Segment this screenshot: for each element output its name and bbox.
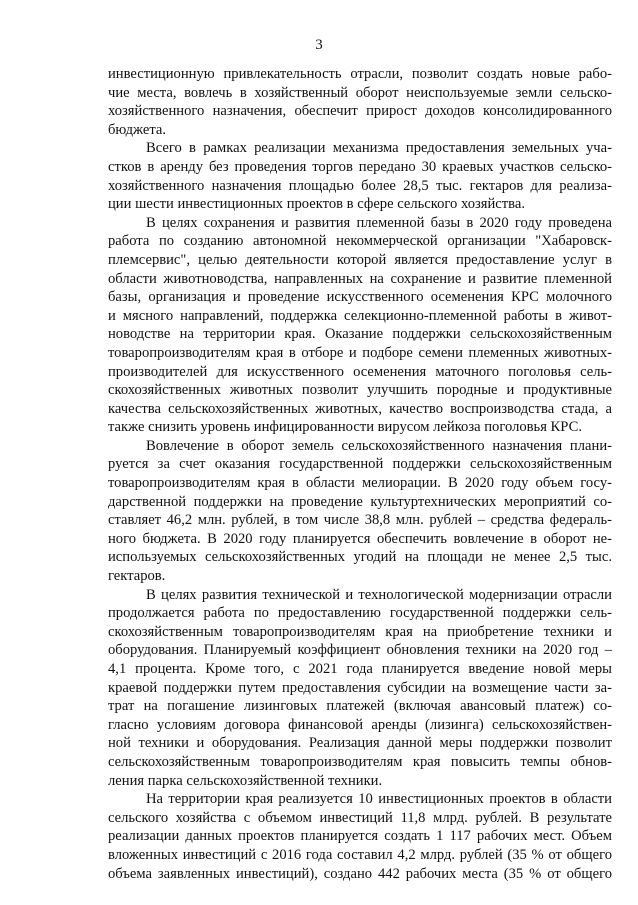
- paragraph: [108, 586, 612, 791]
- text-line: оборудования. Планируемый коэффициент обновления техники на 2020 год –: [108, 642, 612, 659]
- text-line: работа по созданию автономной некоммерческой организации "Хабаровск-: [108, 233, 612, 250]
- text-line: используемых сельскохозяйственных угодий на площади не менее 2,5 тыс.: [108, 549, 612, 566]
- text-line: чие места, вовлечь в хозяйственный оборот неиспользуемые земли сельско-: [108, 84, 612, 101]
- text-line: ции шести инвестиционных проектов в сфере сельского хозяйства.: [108, 196, 525, 213]
- text-line: гектаров.: [108, 568, 166, 585]
- text-line: Вовлечение в оборот земель сельскохозяйственного назначения плани-: [146, 437, 612, 454]
- text-line: вложенных инвестиций с 2016 года составил 4,2 млрд. рублей (35 % от общего: [108, 846, 612, 863]
- text-line: бюджета.: [108, 121, 167, 138]
- text-line: инвестиционную привлекательность отрасли, позволит создать новые рабо-: [108, 66, 612, 82]
- text-line: ного бюджета. В 2020 году планируется обеспечить вовлечение в оборот не-: [108, 530, 612, 547]
- text-line: ления парка сельскохозяйственной техники.: [108, 772, 383, 789]
- text-line: трат на погашение лизинговых платежей (включая авансовый платеж) со-: [108, 698, 612, 715]
- text-line: ставляет 46,2 млн. рублей, в том числе 38,8 млн. рублей – средства федераль-: [108, 512, 612, 529]
- text-line: производителей для искусственного осеменения маточного поголовья сель-: [108, 363, 612, 380]
- text-line: качества сельскохозяйственных животных, качество воспроизводства стада, а: [108, 400, 612, 417]
- text-line: хозяйственного назначения, обеспечит прирост доходов консолидированного: [108, 103, 612, 120]
- text-line: сельского хозяйства с объемом инвестиций 11,8 млрд. рублей. В результате: [108, 809, 612, 826]
- text-line: 4,1 процента. Кроме того, с 2021 года планируется введение новой меры: [108, 661, 612, 677]
- text-line: ной техники и оборудования. Реализация данной меры поддержки позволит: [108, 735, 612, 752]
- text-line: гласно условиям договора финансовой аренды (лизинга) сельскохозяйствен-: [108, 716, 612, 733]
- text-line: сельскохозяйственным товаропроизводителям края повысить темпы обнов-: [108, 753, 612, 770]
- text-line: и мясного направлений, поддержка селекционно-племенной работы в живот-: [108, 307, 612, 324]
- text-line: руется за счет оказания государственной поддержки сельскохозяйственным: [108, 456, 612, 473]
- text-line: продолжается работа по предоставлению государственной поддержки сель-: [108, 605, 612, 622]
- text-line: скохозяйственным товаропроизводителям края на приобретение техники и: [108, 623, 612, 640]
- text-line: объема заявленных инвестиций), создано 442 рабочих места (35 % от общего: [108, 865, 612, 882]
- text-line: Всего в рамках реализации механизма предоставления земельных уча-: [146, 140, 612, 157]
- text-line: скохозяйственных животных позволит улучшить породные и продуктивные: [108, 382, 612, 399]
- text-line: реализации данных проектов планируется создать 1 117 рабочих мест. Объем: [108, 828, 612, 845]
- text-line: В целях сохранения и развития племенной базы в 2020 году проведена: [146, 214, 612, 231]
- paragraph: [108, 437, 612, 586]
- text-line: стков в аренду без проведения торгов передано 30 краевых участков сельско-: [108, 158, 612, 175]
- paragraph: [108, 214, 612, 437]
- text-line: также снизить уровень инфицированности вирусом лейкоза поголовья КРС.: [108, 419, 582, 436]
- page-number: 3: [315, 37, 323, 53]
- text-line: новодстве на территории края. Оказание поддержки сельскохозяйственным: [108, 326, 612, 343]
- text-line: хозяйственного назначения площадью более 28,5 тыс. гектаров для реализа-: [108, 177, 612, 194]
- text-line: товаропроизводителям края в отборе и подборе семени племенных животных-: [108, 344, 612, 361]
- text-line: области животноводства, направленных на сохранение и развитие племенной: [108, 270, 612, 287]
- document-body: [108, 65, 612, 883]
- text-line: В целях развития технической и технологической модернизации отрасли: [146, 586, 612, 603]
- text-line: дарственной поддержки на проведение культуртехнических мероприятий со-: [108, 493, 612, 510]
- text-line: краевой поддержки путем предоставления субсидии на возмещение части за-: [108, 679, 612, 696]
- text-line: На территории края реализуется 10 инвестиционных проектов в области: [146, 791, 612, 808]
- text-line: товаропроизводителям края в области мелиорации. В 2020 году объем госу-: [108, 475, 612, 492]
- text-line: племсервис", целью деятельности которой является предоставление услуг в: [108, 251, 612, 268]
- text-line: базы, организация и проведение искусственного осеменения КРС молочного: [108, 289, 612, 306]
- paragraph: [108, 65, 612, 139]
- paragraph: [108, 139, 612, 213]
- paragraph: [108, 790, 612, 883]
